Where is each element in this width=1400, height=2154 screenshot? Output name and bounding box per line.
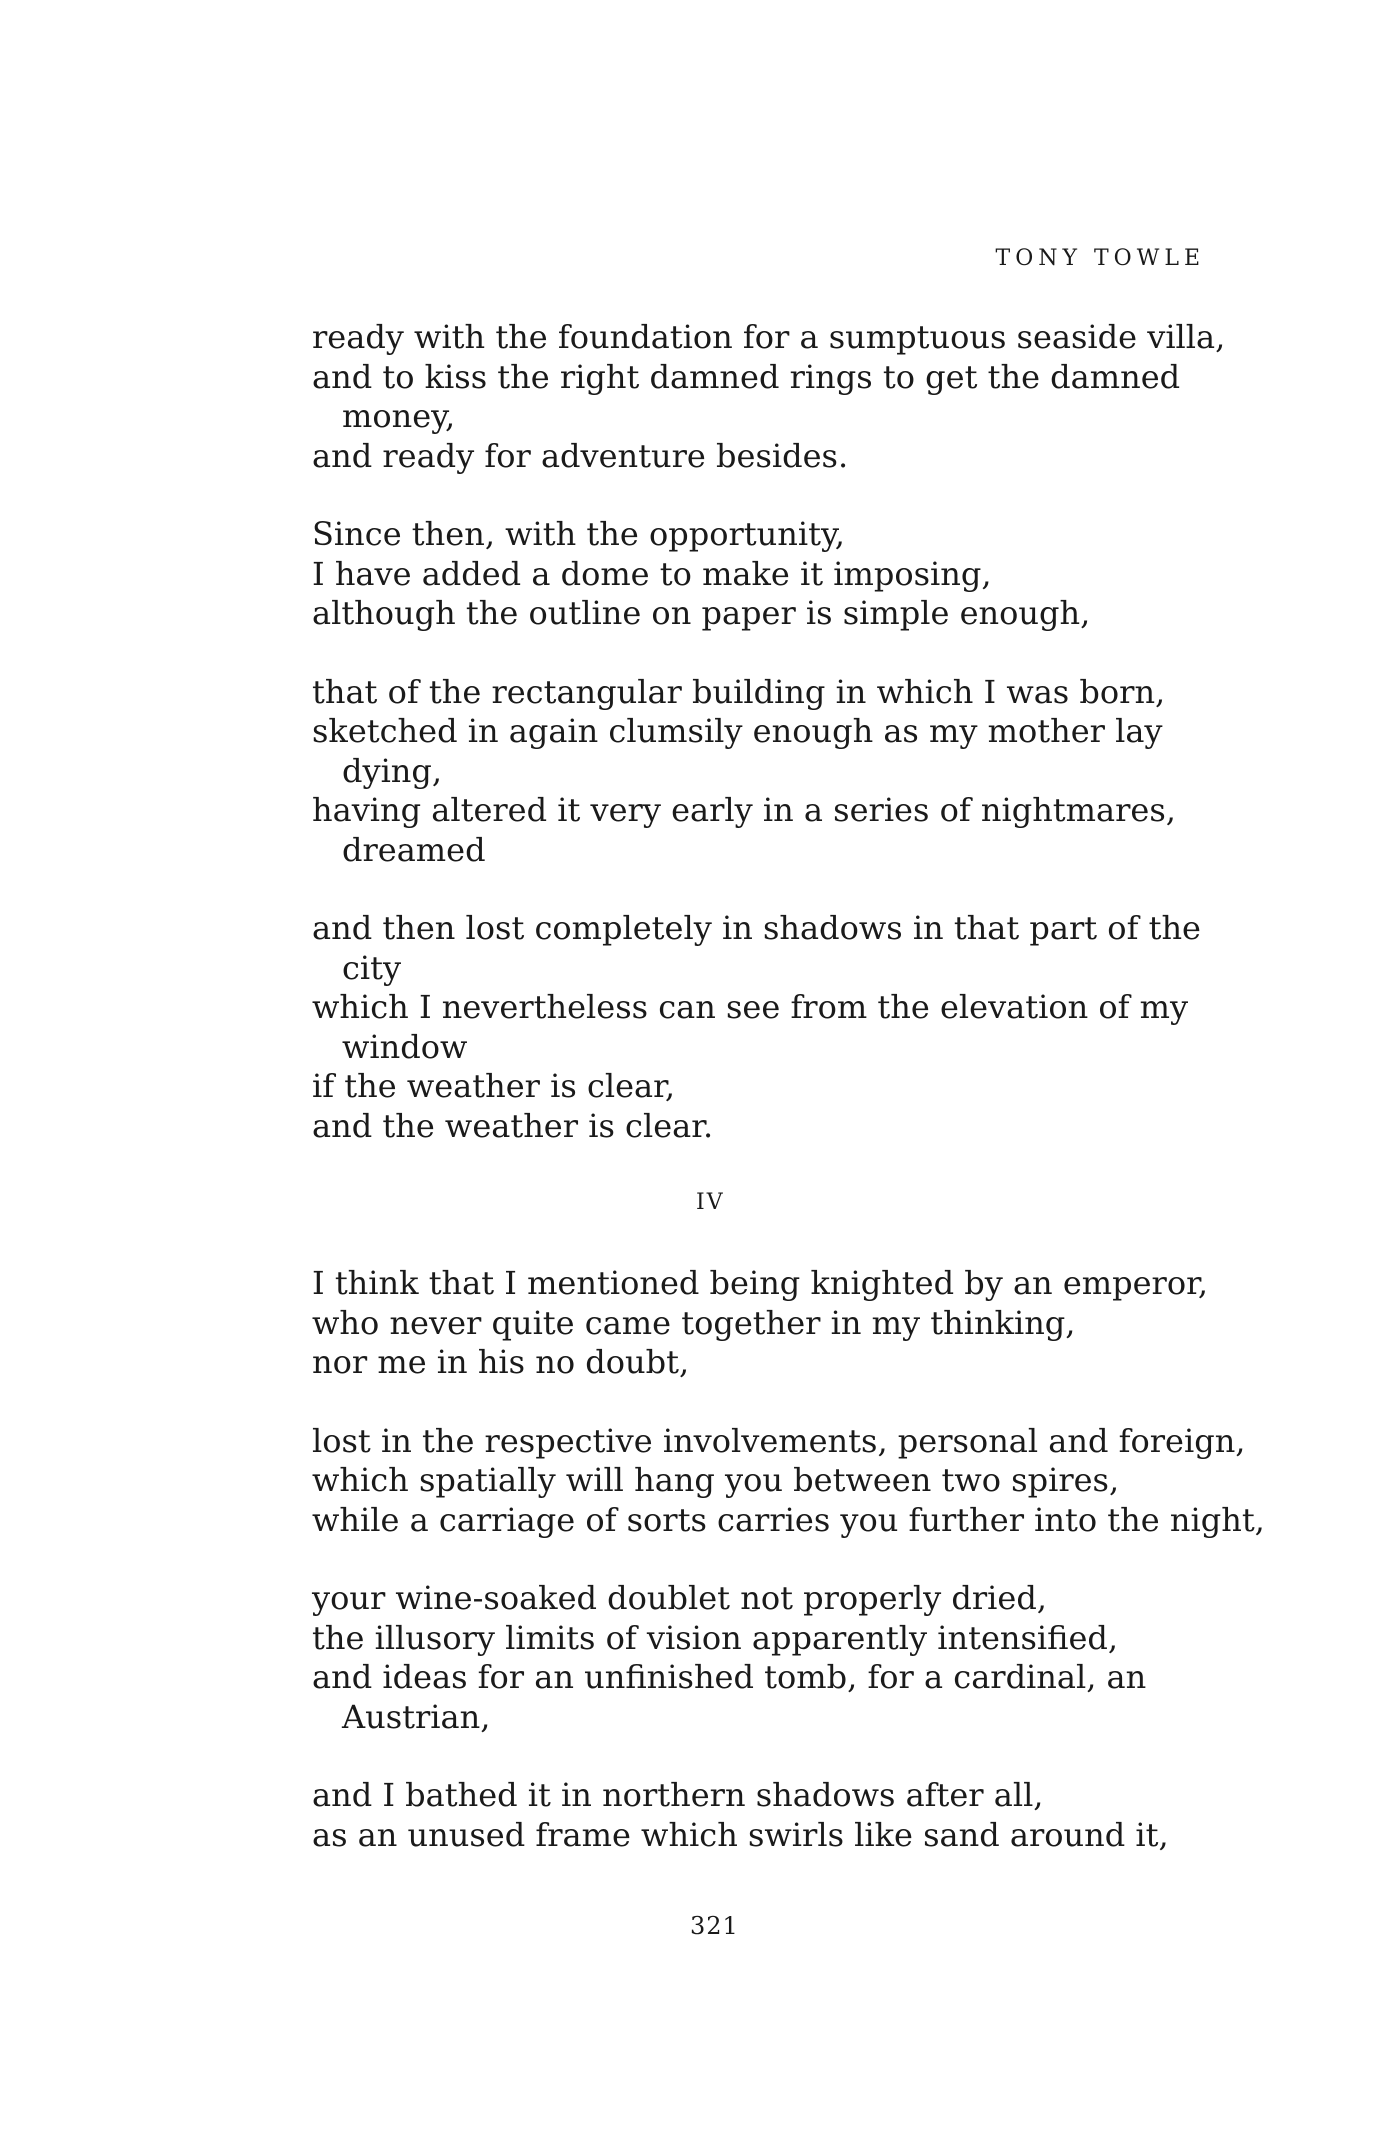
poem-line-continuation: dying, (342, 751, 443, 790)
stanza (312, 1776, 1212, 1855)
running-head: TONY TOWLE (995, 246, 1205, 271)
poem-line: which I nevertheless can see from the elevation of my (312, 988, 1189, 1026)
stanza (312, 318, 1226, 476)
poem-line: if the weather is clear, (312, 1067, 676, 1105)
poem-line: I have added a dome to make it imposing, (312, 554, 992, 593)
poem-line: as an unused frame which swirls like sand around it, (312, 1815, 1169, 1854)
page-number: 321 (690, 1912, 739, 1940)
stanza (312, 1579, 1212, 1737)
stanza-break (312, 1540, 1212, 1579)
poem-line: your wine-soaked doublet not properly dried, (312, 1579, 1047, 1617)
poem-line-continuation: Austrian, (342, 1697, 491, 1736)
poem-line: sketched in again clumsily enough as my mother lay (312, 712, 1163, 750)
poem-line: and then lost completely in shadows in that part of the (312, 909, 1201, 947)
stanza-break (312, 1383, 1212, 1422)
stanza-break (312, 870, 1212, 909)
poem-line: I think that I mentioned being knighted by an emperor, (312, 1264, 1209, 1302)
stanza (312, 909, 1212, 1146)
stanza (312, 1421, 1265, 1541)
poem-line: Since then, with the opportunity, (312, 515, 845, 553)
poem-line: and ideas for an unfinished tomb, for a cardinal, an (312, 1658, 1147, 1696)
poem-line-continuation: money, (342, 397, 456, 435)
poem-line: lost in the respective involvements, personal and foreign, (312, 1421, 1246, 1460)
stanza (312, 1264, 1212, 1383)
section-number: IV (696, 1190, 725, 1215)
section-heading (312, 1146, 1212, 1264)
section-three-continuation (312, 318, 1226, 1146)
stanza (312, 515, 1212, 634)
poem-line-continuation: city (342, 948, 402, 987)
stanza-break (312, 476, 1212, 515)
poem-line: who never quite came together in my thinking, (312, 1303, 1076, 1342)
poem-line: ready with the foundation for a sumptuous seaside villa, (312, 318, 1226, 356)
poem-line-continuation: dreamed (342, 830, 486, 869)
poem-line: which spatially will hang you between two spires, (312, 1461, 1120, 1499)
poem-line: that of the rectangular building in which I was born, (312, 672, 1166, 711)
poem-line: nor me in his no doubt, (312, 1343, 690, 1381)
poem-line: and ready for adventure besides. (312, 436, 849, 475)
poem-line: the illusory limits of vision apparently intensified, (312, 1618, 1119, 1657)
poem-line: having altered it very early in a series of nightmares, (312, 791, 1176, 829)
stanza (312, 673, 1212, 871)
poem-line: while a carriage of sorts carries you further into the night, (312, 1500, 1265, 1539)
stanza-break (312, 1737, 1212, 1776)
section-four (312, 1264, 1265, 1855)
poem-body (312, 318, 1265, 1855)
poem-line: and to kiss the right damned rings to get the damned (312, 357, 1181, 396)
poem-line: and I bathed it in northern shadows after all, (312, 1776, 1044, 1814)
poem-line: and the weather is clear. (312, 1106, 714, 1145)
poem-line: although the outline on paper is simple enough, (312, 594, 1091, 632)
stanza-break (312, 634, 1212, 673)
poem-line-continuation: window (342, 1027, 468, 1066)
